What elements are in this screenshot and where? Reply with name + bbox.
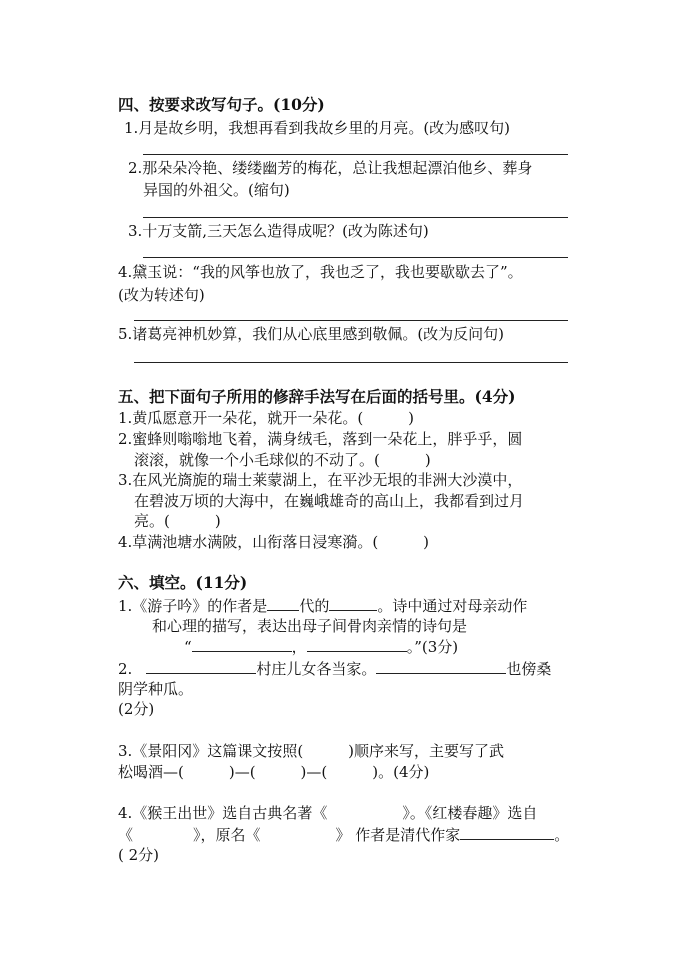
s6-question-1-line3 xyxy=(184,636,458,657)
blank-dynasty[interactable] xyxy=(267,595,299,611)
s4-question-4-line1: 4.黛玉说：“我的风筝也放了，我也乏了，我也要歇歇去了”。 xyxy=(118,263,523,281)
answer-line[interactable] xyxy=(143,217,568,218)
s5-question-3-line2: 在碧波万顷的大海中，在巍峨雄奇的高山上，我都看到过月 xyxy=(134,492,525,510)
blank-poem-line-2[interactable] xyxy=(307,636,407,652)
s6-question-2-line2: 阴学种瓜。 xyxy=(118,680,194,698)
s6-question-1-line2: 和心理的描写，表达出母子间骨肉亲情的诗句是 xyxy=(152,617,468,635)
q2-text: 村庄儿女各当家。 xyxy=(256,660,377,678)
s6-question-4-line2 xyxy=(118,824,569,845)
s4-question-1: 1.月是故乡明，我想再看到我故乡里的月亮。(改为感叹句) xyxy=(124,119,511,137)
blank-poem-b[interactable] xyxy=(376,658,506,674)
s6-question-2-score: (2分) xyxy=(118,700,155,718)
section-4-title: 四、按要求改写句子。(10分) xyxy=(118,95,325,114)
s6-question-4-score: ( 2分) xyxy=(118,846,160,864)
answer-line[interactable] xyxy=(143,154,568,155)
q4-text: 《 》，原名《 》 作者是清代作家 xyxy=(118,826,461,844)
section-6-title: 六、填空。(11分) xyxy=(118,573,248,592)
q1-text-b: 代的 xyxy=(299,597,330,615)
blank-author-name[interactable] xyxy=(460,824,554,840)
q4-period: 。 xyxy=(554,826,570,844)
blank-poem-a[interactable] xyxy=(146,658,256,674)
blank-author[interactable] xyxy=(329,595,377,611)
s5-question-2-line2: 滚滚，就像一个小毛球似的不动了。( ) xyxy=(134,451,431,469)
comma: ， xyxy=(291,638,307,656)
close-quote-score: 。”(3分) xyxy=(406,638,459,656)
s4-question-3: 3.十万支箭,三天怎么造得成呢？(改为陈述句) xyxy=(128,222,429,240)
answer-line[interactable] xyxy=(134,362,568,363)
open-quote: “ xyxy=(184,638,192,656)
q2-num: 2. xyxy=(118,660,133,678)
answer-line[interactable] xyxy=(143,257,568,258)
s4-question-5: 5.诸葛亮神机妙算，我们从心底里感到敬佩。(改为反问句) xyxy=(118,325,505,343)
q2-text-end: 也傍桑 xyxy=(506,660,552,678)
s6-question-1-line1 xyxy=(118,595,527,616)
q1-text-a: 1.《游子吟》的作者是 xyxy=(118,597,268,615)
blank-poem-line-1[interactable] xyxy=(192,636,292,652)
s5-question-4: 4.草满池塘水满陂，山衔落日浸寒漪。( ) xyxy=(118,533,430,551)
s4-question-2-line2: 异国的外祖父。(缩句) xyxy=(143,181,290,199)
s6-question-4-line1: 4.《猴王出世》选自古典名著《 》。《红楼春趣》选自 xyxy=(118,804,538,822)
s6-question-3-line2: 松喝酒—( )—( )—( )。(4分) xyxy=(118,763,430,781)
s4-question-4-line2: (改为转述句) xyxy=(118,286,205,304)
s5-question-2-line1: 2.蜜蜂则嗡嗡地飞着，满身绒毛，落到一朵花上，胖乎乎，圆 xyxy=(118,430,523,448)
q1-text-c: 。诗中通过对母亲动作 xyxy=(377,597,528,615)
s5-question-3-line1: 3.在风光旖旎的瑞士莱蒙湖上，在平沙无垠的非洲大沙漠中， xyxy=(118,471,523,489)
s5-question-3-line3: 亮。( ) xyxy=(134,512,221,530)
s4-question-2-line1: 2.那朵朵冷艳、缕缕幽芳的梅花，总让我想起漂泊他乡、葬身 xyxy=(128,159,533,177)
section-5-title: 五、把下面句子所用的修辞手法写在后面的括号里。(4分) xyxy=(118,387,516,406)
answer-line[interactable] xyxy=(134,320,568,321)
s5-question-1: 1.黄瓜愿意开一朵花，就开一朵花。( ) xyxy=(118,409,415,427)
s6-question-2-line1 xyxy=(118,658,551,679)
s6-question-3-line1: 3.《景阳冈》这篇课文按照( )顺序来写，主要写了武 xyxy=(118,742,505,760)
